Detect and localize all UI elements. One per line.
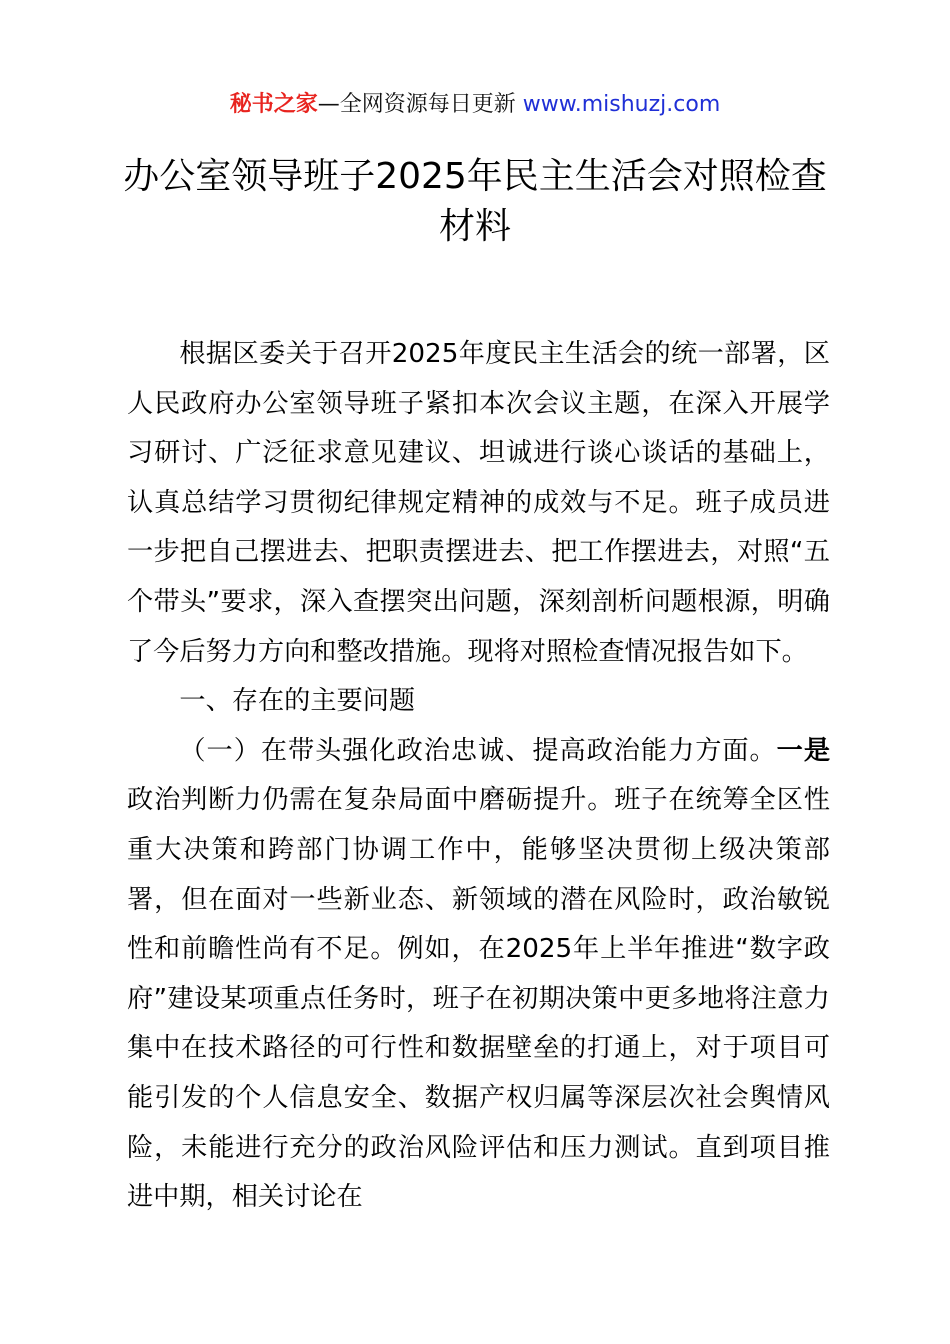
brand-name: 秘书之家 bbox=[229, 92, 318, 117]
document-body bbox=[127, 330, 830, 1223]
subsection-heading: （一）在带头强化政治忠诚、提高政治能力方面。 bbox=[179, 735, 777, 766]
point-text: 政治判断力仍需在复杂局面中磨砺提升。班子在统筹全区性重大决策和跨部门协调工作中，能够坚决贯彻上级决策部署，但在面对一些新业态、新领域的潜在风险时，政治敏锐性和前瞻性尚有不足。例如，在2025年上半年推进“数字政府”建设某项重点任务时，班子在初期决策中更多地将注意力集中在技术路径的可行性和数据壁垒的打通上，对于项目可能引发的个人信息安全、数据产权归属等深层次社会舆情风险，未能进行充分的政治风险评估和压力测试。直到项目推进中期，相关讨论在 bbox=[127, 785, 830, 1213]
header-slogan: —全网资源每日更新 bbox=[317, 92, 523, 117]
document-title bbox=[100, 152, 850, 252]
document-title-line-2: 材料 bbox=[438, 206, 511, 247]
intro-paragraph: 根据区委关于召开2025年度民主生活会的统一部署，区人民政府办公室领导班子紧扣本次会议主题，在深入开展学习研讨、广泛征求意见建议、坦诚进行谈心谈话的基础上，认真总结学习贯彻纪律规定精神的成效与不足。班子成员进一步把自己摆进去、把职责摆进去、把工作摆进去，对照“五个带头”要求，深入查摆突出问题，深刻剖析问题根源，明确了今后努力方向和整改措施。现将对照检查情况报告如下。 bbox=[127, 339, 830, 667]
site-header bbox=[0, 88, 950, 122]
point-label: 一是 bbox=[776, 735, 831, 766]
subsection-paragraph bbox=[127, 727, 830, 1223]
site-url-link[interactable]: www.mishuzj.com bbox=[522, 92, 721, 117]
section-heading: 一、存在的主要问题 bbox=[179, 686, 416, 717]
document-title-line-1: 办公室领导班子2025年民主生活会对照检查 bbox=[123, 156, 827, 197]
